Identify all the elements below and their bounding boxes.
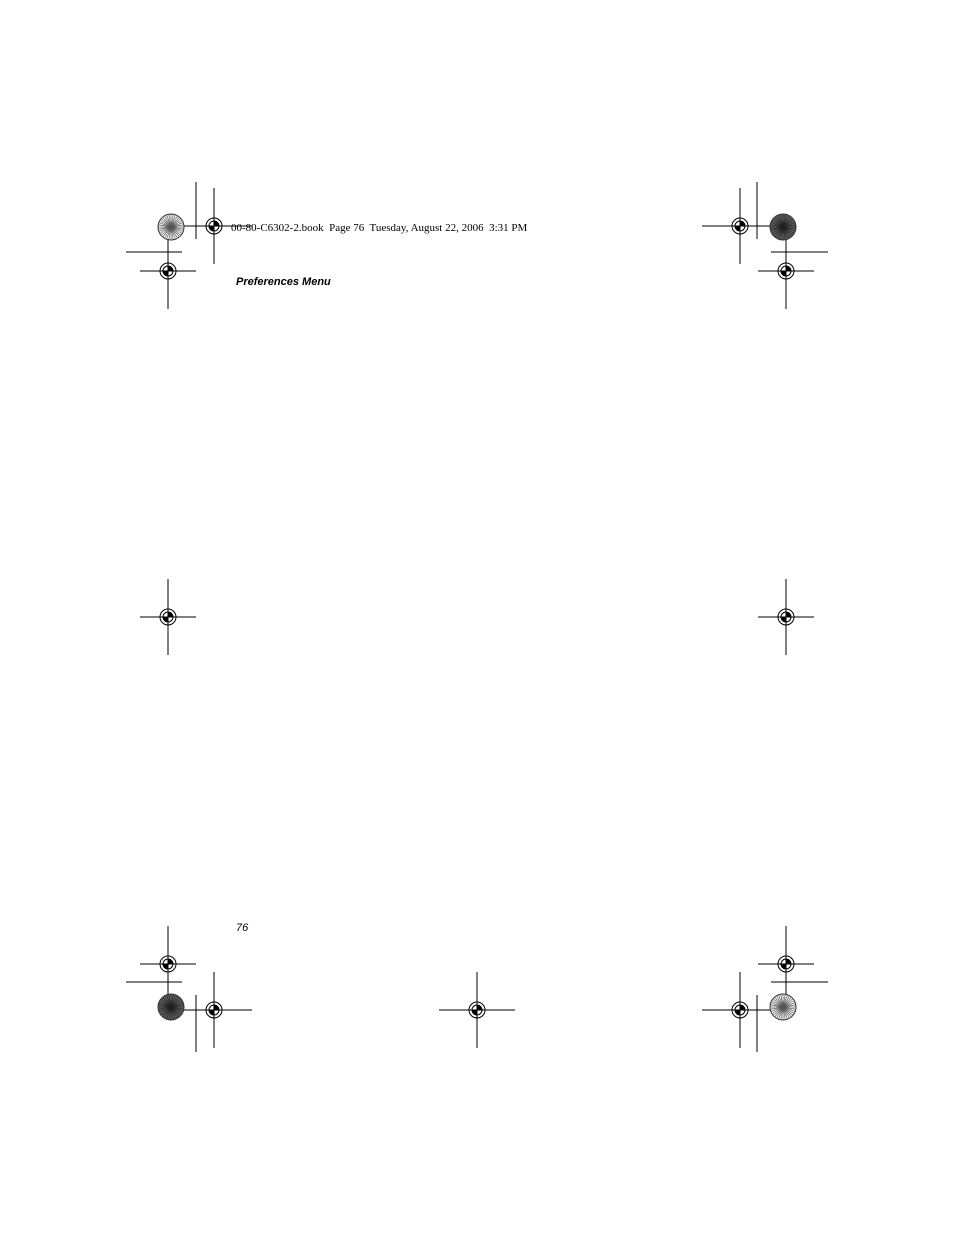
starburst-target-icon [158,214,184,240]
crosshair-registration-icon [702,188,778,264]
slug-line: 00-80-C6302-2.book Page 76 Tuesday, August 22, 2006 3:31 PM [231,222,528,234]
starburst-target-icon [158,994,184,1020]
crosshair-registration-icon [758,926,814,1002]
crosshair-registration-icon [140,233,196,309]
crosshair-registration-icon [702,972,778,1048]
crosshair-registration-icon [758,233,814,309]
crosshair-registration-icon [140,579,196,655]
starburst-target-icon [770,214,796,240]
crosshair-registration-icon [758,579,814,655]
crosshair-registration-icon [439,972,515,1048]
registration-marks [140,188,814,1048]
crosshair-registration-icon [176,972,252,1048]
starburst-target-icon [770,994,796,1020]
crosshair-registration-icon [140,926,196,1002]
page-number: 76 [236,922,249,934]
trim-marks [126,182,828,1052]
starburst-targets [158,214,796,1020]
running-head: Preferences Menu [236,276,331,288]
